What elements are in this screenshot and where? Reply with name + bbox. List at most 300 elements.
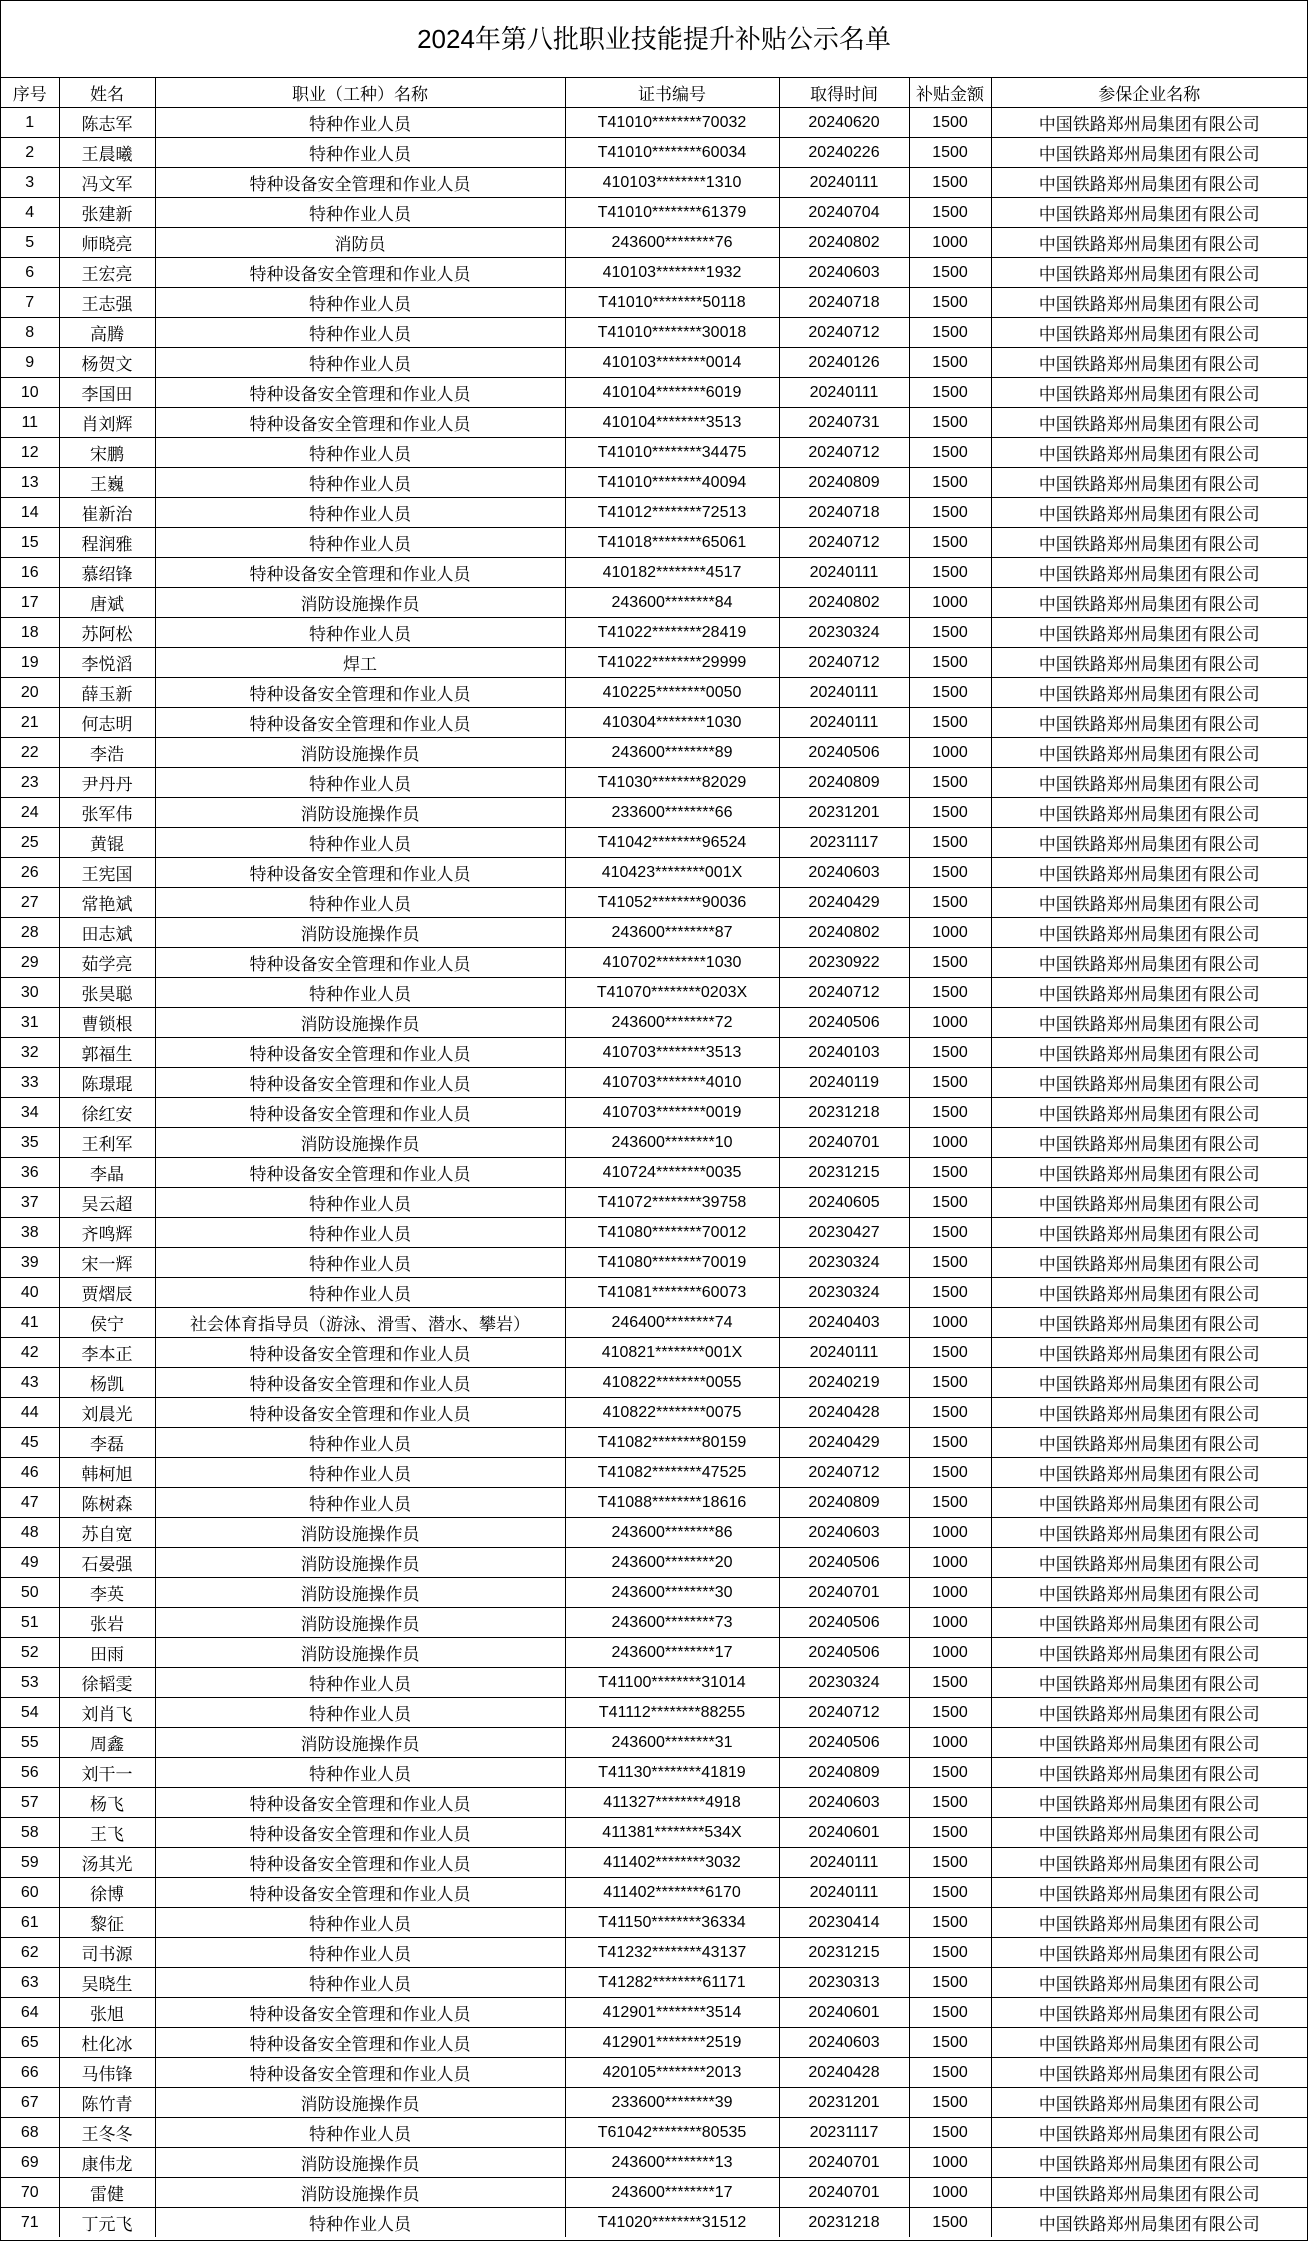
cell-certificate: T41072********39758 [565, 1188, 779, 1218]
cell-name: 司书源 [59, 1938, 155, 1968]
cell-company: 中国铁路郑州局集团有限公司 [991, 558, 1307, 588]
cell-certificate: 243600********73 [565, 1608, 779, 1638]
cell-date: 20231215 [779, 1158, 909, 1188]
cell-seq: 58 [1, 1818, 59, 1848]
cell-company: 中国铁路郑州局集团有限公司 [991, 1638, 1307, 1668]
cell-date: 20230922 [779, 948, 909, 978]
cell-certificate: T41080********70012 [565, 1218, 779, 1248]
cell-amount: 1500 [909, 1668, 991, 1698]
cell-name: 汤其光 [59, 1848, 155, 1878]
cell-date: 20240506 [779, 1638, 909, 1668]
cell-date: 20240111 [779, 168, 909, 198]
cell-name: 李国田 [59, 378, 155, 408]
cell-occupation: 消防设施操作员 [155, 2178, 565, 2208]
table-row [1, 1248, 1307, 1278]
cell-certificate: 233600********66 [565, 798, 779, 828]
cell-occupation: 消防设施操作员 [155, 1728, 565, 1758]
cell-seq: 40 [1, 1278, 59, 1308]
table-row [1, 468, 1307, 498]
cell-amount: 1500 [909, 1098, 991, 1128]
cell-name: 杨贺文 [59, 348, 155, 378]
cell-occupation: 特种设备安全管理和作业人员 [155, 708, 565, 738]
cell-amount: 1500 [909, 438, 991, 468]
cell-name: 韩柯旭 [59, 1458, 155, 1488]
cell-occupation: 消防设施操作员 [155, 1518, 565, 1548]
cell-occupation: 特种作业人员 [155, 978, 565, 1008]
cell-seq: 11 [1, 408, 59, 438]
cell-occupation: 消防设施操作员 [155, 798, 565, 828]
cell-seq: 47 [1, 1488, 59, 1518]
cell-date: 20240506 [779, 738, 909, 768]
cell-occupation: 社会体育指导员（游泳、滑雪、潜水、攀岩） [155, 1308, 565, 1338]
table-row [1, 888, 1307, 918]
cell-company: 中国铁路郑州局集团有限公司 [991, 498, 1307, 528]
cell-occupation: 特种设备安全管理和作业人员 [155, 168, 565, 198]
cell-company: 中国铁路郑州局集团有限公司 [991, 1968, 1307, 1998]
cell-company: 中国铁路郑州局集团有限公司 [991, 1938, 1307, 1968]
cell-company: 中国铁路郑州局集团有限公司 [991, 1818, 1307, 1848]
cell-occupation: 特种设备安全管理和作业人员 [155, 2058, 565, 2088]
cell-certificate: 410103********0014 [565, 348, 779, 378]
cell-seq: 28 [1, 918, 59, 948]
cell-amount: 1000 [909, 1308, 991, 1338]
table-row [1, 2058, 1307, 2088]
cell-seq: 15 [1, 528, 59, 558]
cell-amount: 1500 [909, 348, 991, 378]
cell-company: 中国铁路郑州局集团有限公司 [991, 1188, 1307, 1218]
cell-name: 刘干一 [59, 1758, 155, 1788]
cell-certificate: 410104********3513 [565, 408, 779, 438]
cell-company: 中国铁路郑州局集团有限公司 [991, 2028, 1307, 2058]
cell-occupation: 特种设备安全管理和作业人员 [155, 1848, 565, 1878]
cell-seq: 43 [1, 1368, 59, 1398]
cell-company: 中国铁路郑州局集团有限公司 [991, 1398, 1307, 1428]
cell-occupation: 特种作业人员 [155, 1188, 565, 1218]
cell-date: 20240712 [779, 1698, 909, 1728]
cell-seq: 45 [1, 1428, 59, 1458]
cell-certificate: T41042********96524 [565, 828, 779, 858]
cell-seq: 23 [1, 768, 59, 798]
cell-name: 张军伟 [59, 798, 155, 828]
table-row [1, 678, 1307, 708]
cell-company: 中国铁路郑州局集团有限公司 [991, 1548, 1307, 1578]
cell-occupation: 特种作业人员 [155, 468, 565, 498]
cell-certificate: 243600********31 [565, 1728, 779, 1758]
header-amount: 补贴金额 [909, 78, 991, 108]
table-row [1, 738, 1307, 768]
cell-date: 20230324 [779, 1248, 909, 1278]
cell-occupation: 特种作业人员 [155, 198, 565, 228]
cell-seq: 31 [1, 1008, 59, 1038]
cell-name: 田志斌 [59, 918, 155, 948]
cell-company: 中国铁路郑州局集团有限公司 [991, 738, 1307, 768]
cell-certificate: 410703********0019 [565, 1098, 779, 1128]
cell-seq: 60 [1, 1878, 59, 1908]
cell-amount: 1500 [909, 1368, 991, 1398]
header-name: 姓名 [59, 78, 155, 108]
cell-name: 冯文军 [59, 168, 155, 198]
cell-occupation: 特种作业人员 [155, 1758, 565, 1788]
cell-certificate: 410724********0035 [565, 1158, 779, 1188]
cell-amount: 1500 [909, 1788, 991, 1818]
cell-certificate: T41010********60034 [565, 138, 779, 168]
cell-date: 20240111 [779, 558, 909, 588]
cell-name: 杨飞 [59, 1788, 155, 1818]
cell-date: 20240701 [779, 1578, 909, 1608]
cell-company: 中国铁路郑州局集团有限公司 [991, 1218, 1307, 1248]
cell-occupation: 特种设备安全管理和作业人员 [155, 1878, 565, 1908]
table-row [1, 2118, 1307, 2148]
cell-certificate: 410182********4517 [565, 558, 779, 588]
cell-seq: 44 [1, 1398, 59, 1428]
cell-occupation: 消防设施操作员 [155, 738, 565, 768]
cell-name: 石晏强 [59, 1548, 155, 1578]
cell-name: 陈璟琨 [59, 1068, 155, 1098]
cell-amount: 1500 [909, 1908, 991, 1938]
table-row [1, 1098, 1307, 1128]
cell-company: 中国铁路郑州局集团有限公司 [991, 2208, 1307, 2238]
cell-company: 中国铁路郑州局集团有限公司 [991, 408, 1307, 438]
cell-certificate: 410703********3513 [565, 1038, 779, 1068]
cell-date: 20240219 [779, 1368, 909, 1398]
cell-certificate: T41020********31512 [565, 2208, 779, 2238]
cell-certificate: T41010********50118 [565, 288, 779, 318]
cell-name: 王晨曦 [59, 138, 155, 168]
cell-seq: 12 [1, 438, 59, 468]
cell-amount: 1500 [909, 198, 991, 228]
cell-name: 陈志军 [59, 108, 155, 138]
cell-occupation: 特种设备安全管理和作业人员 [155, 1068, 565, 1098]
cell-date: 20240704 [779, 198, 909, 228]
cell-occupation: 消防员 [155, 228, 565, 258]
cell-date: 20240506 [779, 1008, 909, 1038]
cell-occupation: 特种作业人员 [155, 828, 565, 858]
cell-seq: 25 [1, 828, 59, 858]
cell-name: 曹锁根 [59, 1008, 155, 1038]
cell-date: 20231215 [779, 1938, 909, 1968]
cell-name: 王巍 [59, 468, 155, 498]
cell-name: 常艳斌 [59, 888, 155, 918]
cell-occupation: 消防设施操作员 [155, 918, 565, 948]
cell-company: 中国铁路郑州局集团有限公司 [991, 2058, 1307, 2088]
cell-name: 师晓亮 [59, 228, 155, 258]
table-row [1, 1128, 1307, 1158]
cell-certificate: T41082********80159 [565, 1428, 779, 1458]
cell-date: 20240428 [779, 1398, 909, 1428]
cell-amount: 1000 [909, 1728, 991, 1758]
table-row [1, 1218, 1307, 1248]
cell-company: 中国铁路郑州局集团有限公司 [991, 1998, 1307, 2028]
cell-occupation: 特种作业人员 [155, 318, 565, 348]
cell-date: 20231218 [779, 2208, 909, 2238]
cell-company: 中国铁路郑州局集团有限公司 [991, 1698, 1307, 1728]
cell-certificate: T41070********0203X [565, 978, 779, 1008]
cell-amount: 1500 [909, 1488, 991, 1518]
cell-certificate: T41150********36334 [565, 1908, 779, 1938]
cell-occupation: 消防设施操作员 [155, 1638, 565, 1668]
cell-company: 中国铁路郑州局集团有限公司 [991, 858, 1307, 888]
table-row [1, 1398, 1307, 1428]
table-row [1, 1968, 1307, 1998]
cell-name: 李英 [59, 1578, 155, 1608]
table-row [1, 828, 1307, 858]
cell-company: 中国铁路郑州局集团有限公司 [991, 258, 1307, 288]
cell-company: 中国铁路郑州局集团有限公司 [991, 198, 1307, 228]
cell-amount: 1000 [909, 1128, 991, 1158]
cell-occupation: 特种作业人员 [155, 1938, 565, 1968]
table-row [1, 558, 1307, 588]
cell-certificate: T41100********31014 [565, 1668, 779, 1698]
cell-name: 徐博 [59, 1878, 155, 1908]
cell-seq: 71 [1, 2208, 59, 2238]
cell-occupation: 焊工 [155, 648, 565, 678]
cell-name: 杜化冰 [59, 2028, 155, 2058]
cell-occupation: 特种设备安全管理和作业人员 [155, 1098, 565, 1128]
cell-company: 中国铁路郑州局集团有限公司 [991, 1128, 1307, 1158]
cell-certificate: 410702********1030 [565, 948, 779, 978]
cell-date: 20230324 [779, 618, 909, 648]
table-row [1, 2178, 1307, 2208]
table-row [1, 2028, 1307, 2058]
cell-seq: 30 [1, 978, 59, 1008]
cell-date: 20240428 [779, 2058, 909, 2088]
cell-date: 20230414 [779, 1908, 909, 1938]
table-row [1, 1668, 1307, 1698]
cell-occupation: 消防设施操作员 [155, 1128, 565, 1158]
cell-name: 齐鸣辉 [59, 1218, 155, 1248]
cell-occupation: 特种设备安全管理和作业人员 [155, 1158, 565, 1188]
cell-name: 王志强 [59, 288, 155, 318]
cell-occupation: 特种设备安全管理和作业人员 [155, 1818, 565, 1848]
cell-name: 李浩 [59, 738, 155, 768]
cell-name: 张旭 [59, 1998, 155, 2028]
table-row [1, 858, 1307, 888]
table-row [1, 1638, 1307, 1668]
table-row [1, 1578, 1307, 1608]
cell-amount: 1500 [909, 1248, 991, 1278]
cell-company: 中国铁路郑州局集团有限公司 [991, 948, 1307, 978]
cell-occupation: 特种设备安全管理和作业人员 [155, 1788, 565, 1818]
header-row [1, 78, 1307, 108]
cell-company: 中国铁路郑州局集团有限公司 [991, 1518, 1307, 1548]
cell-seq: 10 [1, 378, 59, 408]
cell-company: 中国铁路郑州局集团有限公司 [991, 1278, 1307, 1308]
cell-date: 20240701 [779, 2178, 909, 2208]
cell-date: 20231201 [779, 2088, 909, 2118]
cell-seq: 37 [1, 1188, 59, 1218]
cell-amount: 1500 [909, 558, 991, 588]
cell-seq: 69 [1, 2148, 59, 2178]
cell-seq: 67 [1, 2088, 59, 2118]
table-row [1, 1308, 1307, 1338]
cell-name: 王宏亮 [59, 258, 155, 288]
cell-certificate: 243600********17 [565, 1638, 779, 1668]
cell-amount: 1500 [909, 1458, 991, 1488]
cell-amount: 1000 [909, 1548, 991, 1578]
cell-seq: 32 [1, 1038, 59, 1068]
cell-occupation: 特种设备安全管理和作业人员 [155, 948, 565, 978]
cell-occupation: 特种设备安全管理和作业人员 [155, 2028, 565, 2058]
cell-certificate: 243600********30 [565, 1578, 779, 1608]
cell-amount: 1500 [909, 108, 991, 138]
cell-occupation: 特种作业人员 [155, 1968, 565, 1998]
cell-certificate: T41022********28419 [565, 618, 779, 648]
cell-amount: 1500 [909, 1338, 991, 1368]
cell-occupation: 特种作业人员 [155, 498, 565, 528]
table-row [1, 2088, 1307, 2118]
cell-occupation: 特种设备安全管理和作业人员 [155, 858, 565, 888]
cell-name: 程润雅 [59, 528, 155, 558]
cell-certificate: T41030********82029 [565, 768, 779, 798]
cell-company: 中国铁路郑州局集团有限公司 [991, 2148, 1307, 2178]
cell-name: 杨凯 [59, 1368, 155, 1398]
cell-occupation: 消防设施操作员 [155, 588, 565, 618]
cell-seq: 2 [1, 138, 59, 168]
cell-company: 中国铁路郑州局集团有限公司 [991, 2088, 1307, 2118]
cell-amount: 1500 [909, 2058, 991, 2088]
page-title: 2024年第八批职业技能提升补贴公示名单 [1, 1, 1307, 78]
table-row [1, 1338, 1307, 1368]
cell-occupation: 特种设备安全管理和作业人员 [155, 408, 565, 438]
cell-company: 中国铁路郑州局集团有限公司 [991, 1308, 1307, 1338]
cell-certificate: 410821********001X [565, 1338, 779, 1368]
cell-seq: 42 [1, 1338, 59, 1368]
cell-amount: 1500 [909, 1998, 991, 2028]
cell-certificate: 243600********76 [565, 228, 779, 258]
cell-company: 中国铁路郑州局集团有限公司 [991, 1908, 1307, 1938]
cell-date: 20240701 [779, 2148, 909, 2178]
cell-seq: 61 [1, 1908, 59, 1938]
cell-certificate: 243600********72 [565, 1008, 779, 1038]
cell-date: 20240111 [779, 708, 909, 738]
cell-amount: 1500 [909, 318, 991, 348]
cell-amount: 1000 [909, 2148, 991, 2178]
cell-occupation: 特种作业人员 [155, 138, 565, 168]
cell-occupation: 特种作业人员 [155, 1698, 565, 1728]
cell-date: 20240809 [779, 768, 909, 798]
cell-name: 周鑫 [59, 1728, 155, 1758]
cell-seq: 68 [1, 2118, 59, 2148]
table-row [1, 768, 1307, 798]
cell-seq: 46 [1, 1458, 59, 1488]
cell-company: 中国铁路郑州局集团有限公司 [991, 1488, 1307, 1518]
cell-occupation: 特种作业人员 [155, 888, 565, 918]
cell-seq: 51 [1, 1608, 59, 1638]
table-row [1, 198, 1307, 228]
header-certificate: 证书编号 [565, 78, 779, 108]
subsidy-table [1, 78, 1307, 2237]
cell-name: 吴云超 [59, 1188, 155, 1218]
cell-company: 中国铁路郑州局集团有限公司 [991, 108, 1307, 138]
cell-seq: 14 [1, 498, 59, 528]
cell-company: 中国铁路郑州局集团有限公司 [991, 378, 1307, 408]
cell-date: 20240601 [779, 1998, 909, 2028]
cell-certificate: 243600********20 [565, 1548, 779, 1578]
cell-seq: 5 [1, 228, 59, 258]
cell-seq: 9 [1, 348, 59, 378]
cell-occupation: 特种作业人员 [155, 1428, 565, 1458]
cell-seq: 34 [1, 1098, 59, 1128]
cell-seq: 63 [1, 1968, 59, 1998]
cell-company: 中国铁路郑州局集团有限公司 [991, 588, 1307, 618]
cell-seq: 7 [1, 288, 59, 318]
table-row [1, 438, 1307, 468]
cell-certificate: T41130********41819 [565, 1758, 779, 1788]
cell-occupation: 特种作业人员 [155, 1488, 565, 1518]
cell-seq: 38 [1, 1218, 59, 1248]
table-row [1, 588, 1307, 618]
cell-certificate: 410225********0050 [565, 678, 779, 708]
cell-seq: 64 [1, 1998, 59, 2028]
cell-name: 田雨 [59, 1638, 155, 1668]
table-row [1, 1428, 1307, 1458]
cell-name: 黄锟 [59, 828, 155, 858]
cell-seq: 16 [1, 558, 59, 588]
cell-date: 20240620 [779, 108, 909, 138]
cell-amount: 1500 [909, 1878, 991, 1908]
cell-certificate: T41082********47525 [565, 1458, 779, 1488]
cell-date: 20240712 [779, 648, 909, 678]
cell-occupation: 特种作业人员 [155, 1248, 565, 1278]
cell-seq: 27 [1, 888, 59, 918]
table-row [1, 348, 1307, 378]
cell-date: 20240712 [779, 438, 909, 468]
cell-amount: 1500 [909, 768, 991, 798]
cell-amount: 1500 [909, 1698, 991, 1728]
cell-seq: 22 [1, 738, 59, 768]
cell-date: 20240111 [779, 678, 909, 708]
cell-company: 中国铁路郑州局集团有限公司 [991, 828, 1307, 858]
table-row [1, 1038, 1307, 1068]
cell-date: 20240429 [779, 1428, 909, 1458]
cell-company: 中国铁路郑州局集团有限公司 [991, 978, 1307, 1008]
table-row [1, 408, 1307, 438]
cell-name: 何志明 [59, 708, 155, 738]
cell-name: 丁元飞 [59, 2208, 155, 2238]
cell-amount: 1500 [909, 1038, 991, 1068]
table-row [1, 2148, 1307, 2178]
cell-certificate: 243600********89 [565, 738, 779, 768]
cell-occupation: 特种设备安全管理和作业人员 [155, 678, 565, 708]
cell-date: 20230313 [779, 1968, 909, 1998]
cell-amount: 1500 [909, 2088, 991, 2118]
table-row [1, 1368, 1307, 1398]
cell-amount: 1000 [909, 228, 991, 258]
cell-amount: 1500 [909, 678, 991, 708]
cell-company: 中国铁路郑州局集团有限公司 [991, 1578, 1307, 1608]
cell-name: 薛玉新 [59, 678, 155, 708]
cell-seq: 26 [1, 858, 59, 888]
cell-company: 中国铁路郑州局集团有限公司 [991, 618, 1307, 648]
cell-certificate: T41282********61171 [565, 1968, 779, 1998]
cell-amount: 1500 [909, 528, 991, 558]
cell-amount: 1000 [909, 588, 991, 618]
cell-occupation: 特种作业人员 [155, 768, 565, 798]
cell-date: 20240712 [779, 1458, 909, 1488]
cell-amount: 1500 [909, 1188, 991, 1218]
cell-company: 中国铁路郑州局集团有限公司 [991, 1668, 1307, 1698]
cell-certificate: 233600********39 [565, 2088, 779, 2118]
cell-certificate: 243600********86 [565, 1518, 779, 1548]
table-row [1, 1908, 1307, 1938]
table-row [1, 1938, 1307, 1968]
cell-date: 20240701 [779, 1128, 909, 1158]
cell-date: 20240809 [779, 1488, 909, 1518]
cell-seq: 59 [1, 1848, 59, 1878]
cell-occupation: 消防设施操作员 [155, 1578, 565, 1608]
cell-name: 张岩 [59, 1608, 155, 1638]
cell-amount: 1500 [909, 1938, 991, 1968]
